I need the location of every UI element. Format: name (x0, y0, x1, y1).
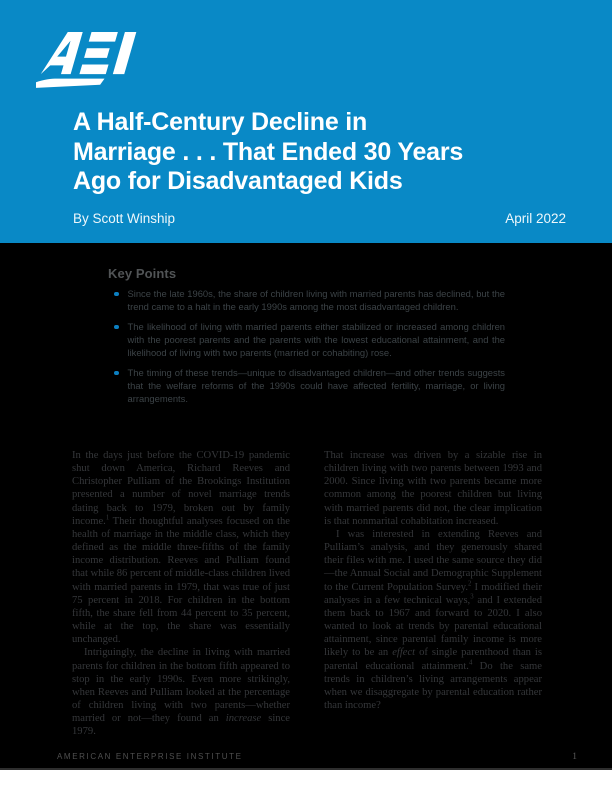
body-paragraph: That increase was driven by a sizable rise in children living with two parents between 1993 and 2000. Since living with two parents became more common among the poorest children but living with married parents did not, the clear implication is that nonmarital cohabitation increased. (324, 450, 542, 527)
report-title-line-2: Marriage . . . That Ended 30 Years (73, 137, 464, 166)
aei-logo (36, 32, 140, 90)
bullet-dot-icon (114, 325, 119, 330)
key-point-item (113, 287, 505, 313)
publish-date: April 2022 (505, 211, 566, 226)
aei-logo-graphic (36, 32, 140, 90)
article-column-1 (72, 449, 290, 738)
key-points-list (113, 287, 505, 412)
bottom-margin-strip (0, 770, 612, 792)
key-point-text: The likelihood of living with married parents either stabilized or increased among children with the poorest parents and the parents with the lowest educational attainment, and the likelihood of living with two parents (married or cohabiting) rose. (127, 321, 505, 358)
body-paragraph: I was interested in extending Reeves and Pulliam’s analysis, and they generously shared their files with me. I used the same source they did—the Annual Social and Demographic Supplement to the Current Population Survey.$^2$ I modified their analyses in a few technical ways,$^3$ and I extended them back to 1967 and forward to 2020. I also wanted to look at trends by parental educational attainment, since parental family income is more likely to be an effect of single parenthood than is parental educational attainment.$^4$ Do the same trends in children’s living arrangements appear when we disaggregate by parental education rather than income? (324, 528, 542, 711)
body-paragraph: In the days just before the COVID-19 pandemic shut down America, Richard Reeves and Christopher Pulliam of the Brookings Institution presented a number of novel marriage trends dating back to 1979, broken out by family income.$^1$ Their thoughtful analyses focused on the health of marriage in the middle class, which they defined as the middle three-fifths of the family income distribution. Reeves and Pulliam found that while 86 percent of middle-class children lived with married parents in 1979, that was true of just 75 percent in 2018. For children in the bottom fifth, the share fell from 44 percent to 35 percent, while at the top, the share was essentially unchanged. (72, 450, 290, 646)
bullet-dot-icon (114, 292, 119, 297)
article-column-2 (324, 449, 542, 738)
body-paragraph: Intriguingly, the decline in living with married parents for children in the bottom fifth appeared to stop in the early 1990s. Even more strikingly, when Reeves and Pulliam looked at the percentage of children living with two parents—whether married or not—they found an increase since 1979. (72, 647, 290, 738)
report-title (73, 108, 463, 197)
key-point-item (113, 320, 505, 359)
key-point-text: Since the late 1960s, the share of children living with married parents has declined, but the trend came to a halt in the early 1990s among the most disadvantaged children. (127, 288, 505, 312)
byline: By Scott Winship (73, 211, 176, 226)
page-number: 1 (572, 752, 577, 762)
key-point-text: The timing of these trends—unique to disadvantaged children—and other trends suggests that the welfare reforms of the 1990s could have affected fertility, marriage, or living arrangements. (127, 367, 505, 404)
key-point-item (113, 366, 505, 405)
byline-row (73, 211, 566, 226)
page-footer (57, 752, 577, 762)
report-body (0, 243, 612, 770)
report-title-line-3: Ago for Disadvantaged Kids (73, 167, 403, 195)
report-title-line-1: A Half-Century Decline in (73, 108, 368, 136)
key-points-heading: Key Points (108, 266, 177, 281)
bullet-dot-icon (114, 371, 119, 376)
footer-institute: AMERICAN ENTERPRISE INSTITUTE (57, 752, 243, 761)
article-columns (72, 449, 542, 738)
masthead (0, 0, 612, 243)
